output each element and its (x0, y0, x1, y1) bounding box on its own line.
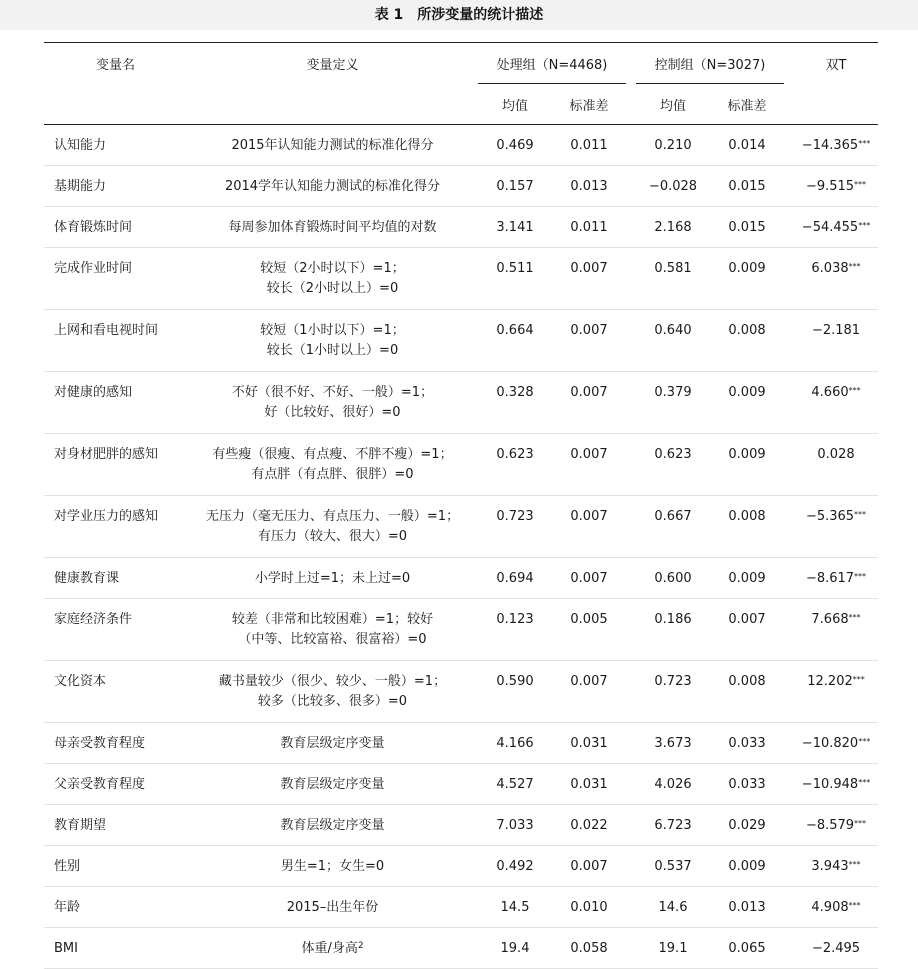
var-def-line2: 好（比较好、很好）=0 (264, 405, 401, 420)
var-name-cell: 年龄 (44, 887, 187, 928)
control-mean-cell: 0.581 (636, 248, 710, 310)
treat-sd-cell: 0.007 (552, 372, 626, 434)
var-name-cell: 家庭经济条件 (44, 599, 187, 661)
var-def-line1: 藏书量较少（很少、较少、一般）=1； (218, 674, 447, 689)
control-mean-cell: 0.723 (636, 661, 710, 723)
treat-mean-cell: 14.5 (478, 887, 552, 928)
treat-sd-cell: 0.022 (552, 805, 626, 846)
treat-sd-cell: 0.007 (552, 434, 626, 496)
significance-stars: *** (848, 262, 861, 271)
control-sd-cell: 0.008 (710, 661, 784, 723)
treat-mean-cell: 19.4 (478, 928, 552, 969)
t-value-cell (794, 434, 878, 496)
significance-stars: *** (858, 221, 871, 230)
var-name-cell: 认知能力 (44, 125, 187, 166)
control-sd-cell: 0.009 (710, 248, 784, 310)
col-header-treat-sd: 标准差 (552, 84, 626, 125)
var-name-cell: 母亲受教育程度 (44, 723, 187, 764)
control-mean-cell: −0.028 (636, 166, 710, 207)
var-def-line1: 教育层级定序变量 (280, 777, 385, 792)
significance-stars: *** (854, 572, 867, 581)
table-row (44, 599, 878, 661)
significance-stars: *** (852, 675, 865, 684)
t-value: −54.455 (801, 220, 859, 235)
treat-mean-cell: 0.664 (478, 310, 552, 372)
t-value: 4.660 (811, 385, 849, 400)
var-name-cell: 上网和看电视时间 (44, 310, 187, 372)
table-row (44, 496, 878, 558)
significance-stars: *** (848, 613, 861, 622)
var-def-line2: 较长（1小时以上）=0 (266, 343, 399, 358)
control-mean-cell: 19.1 (636, 928, 710, 969)
control-sd-cell: 0.013 (710, 887, 784, 928)
control-mean-cell: 4.026 (636, 764, 710, 805)
var-name-cell: 对身材肥胖的感知 (44, 434, 187, 496)
t-value-cell (794, 599, 878, 661)
var-def-cell (187, 764, 478, 805)
treat-sd-cell: 0.007 (552, 248, 626, 310)
table-row (44, 928, 878, 969)
col-header-treat-mean: 均值 (478, 84, 552, 125)
control-sd-cell: 0.015 (710, 166, 784, 207)
col-header-var-name: 变量名 (44, 43, 187, 84)
control-sd-cell: 0.009 (710, 372, 784, 434)
t-value-cell (794, 496, 878, 558)
treat-sd-cell: 0.011 (552, 125, 626, 166)
var-def-line1: 有些瘦（很瘦、有点瘦、不胖不瘦）=1； (212, 447, 453, 462)
control-sd-cell: 0.065 (710, 928, 784, 969)
t-value: −10.820 (801, 736, 859, 751)
t-value-cell (794, 846, 878, 887)
treat-sd-cell: 0.013 (552, 166, 626, 207)
control-mean-cell: 0.600 (636, 558, 710, 599)
treat-sd-cell: 0.007 (552, 846, 626, 887)
control-sd-cell: 0.008 (710, 496, 784, 558)
var-def-cell (187, 928, 478, 969)
treat-mean-cell: 0.694 (478, 558, 552, 599)
var-def-line2: 较多（比较多、很多）=0 (257, 694, 408, 709)
control-sd-cell: 0.029 (710, 805, 784, 846)
treat-sd-cell: 0.007 (552, 310, 626, 372)
control-mean-cell: 0.379 (636, 372, 710, 434)
t-value: 7.668 (811, 612, 849, 627)
var-def-line1: 不好（很不好、不好、一般）=1； (231, 385, 434, 400)
var-def-line1: 教育层级定序变量 (280, 818, 385, 833)
treat-mean-cell: 0.590 (478, 661, 552, 723)
var-def-line1: 无压力（毫无压力、有点压力、一般）=1； (205, 509, 460, 524)
col-header-control-group: 控制组（N=3027) (636, 43, 784, 84)
control-mean-cell: 0.537 (636, 846, 710, 887)
t-value: −8.579 (805, 818, 855, 833)
control-mean-cell: 14.6 (636, 887, 710, 928)
var-def-superscript: 2 (357, 941, 364, 951)
control-sd-cell: 0.033 (710, 764, 784, 805)
var-name-cell: 体育锻炼时间 (44, 207, 187, 248)
control-sd-cell: 0.033 (710, 723, 784, 764)
t-value-cell (794, 248, 878, 310)
col-header-control-sd: 标准差 (710, 84, 784, 125)
col-header-var-def: 变量定义 (187, 43, 478, 84)
treat-mean-cell: 0.511 (478, 248, 552, 310)
significance-stars: *** (858, 139, 871, 148)
significance-stars: *** (854, 510, 867, 519)
var-def-line1: 2014学年认知能力测试的标准化得分 (224, 179, 441, 194)
table-row (44, 248, 878, 310)
var-def-cell (187, 558, 478, 599)
significance-stars: *** (854, 180, 867, 189)
table-row (44, 764, 878, 805)
treat-sd-cell: 0.031 (552, 723, 626, 764)
control-mean-cell: 0.667 (636, 496, 710, 558)
var-def-line1: 2015年认知能力测试的标准化得分 (231, 138, 434, 153)
t-value-cell (794, 166, 878, 207)
control-mean-cell: 3.673 (636, 723, 710, 764)
control-mean-cell: 0.640 (636, 310, 710, 372)
t-value-cell (794, 723, 878, 764)
t-value: −8.617 (805, 571, 855, 586)
control-sd-cell: 0.014 (710, 125, 784, 166)
significance-stars: *** (848, 860, 861, 869)
control-mean-cell: 0.210 (636, 125, 710, 166)
var-name-cell: 文化资本 (44, 661, 187, 723)
treat-mean-cell: 4.166 (478, 723, 552, 764)
t-value: −2.181 (811, 323, 861, 338)
var-def-line1: 较短（2小时以下）=1； (260, 261, 405, 276)
treat-sd-cell: 0.007 (552, 496, 626, 558)
var-def-cell (187, 846, 478, 887)
significance-stars: *** (848, 901, 861, 910)
control-mean-cell: 0.186 (636, 599, 710, 661)
control-sd-cell: 0.009 (710, 434, 784, 496)
var-def-line2: 较长（2小时以上）=0 (266, 281, 399, 296)
var-def-cell (187, 805, 478, 846)
t-value: 4.908 (811, 900, 849, 915)
var-def-line1: 教育层级定序变量 (280, 736, 385, 751)
var-name-cell: 对健康的感知 (44, 372, 187, 434)
var-def-cell (187, 434, 478, 496)
treat-mean-cell: 7.033 (478, 805, 552, 846)
var-def-line2: 有压力（较大、很大）=0 (257, 529, 408, 544)
table-row (44, 372, 878, 434)
table-row (44, 434, 878, 496)
table-row (44, 805, 878, 846)
control-sd-cell: 0.009 (710, 558, 784, 599)
treat-sd-cell: 0.031 (552, 764, 626, 805)
table-title: 表 1 所涉变量的统计描述 (0, 0, 918, 30)
significance-stars: *** (858, 778, 871, 787)
control-sd-cell: 0.008 (710, 310, 784, 372)
var-def-line1: 每周参加体育锻炼时间平均值的对数 (228, 220, 437, 235)
control-sd-cell: 0.009 (710, 846, 784, 887)
control-sd-cell: 0.015 (710, 207, 784, 248)
col-header-control-mean: 均值 (636, 84, 710, 125)
var-def-line1: 体重/身高 (301, 941, 358, 956)
treat-mean-cell: 0.123 (478, 599, 552, 661)
var-def-cell (187, 599, 478, 661)
t-value: −14.365 (801, 138, 859, 153)
t-value-cell (794, 805, 878, 846)
var-def-cell (187, 166, 478, 207)
t-value-cell (794, 928, 878, 969)
var-def-line1: 男生=1；女生=0 (280, 859, 385, 874)
var-def-cell (187, 372, 478, 434)
treat-mean-cell: 0.328 (478, 372, 552, 434)
var-def-cell (187, 887, 478, 928)
t-value-cell (794, 125, 878, 166)
statistics-table (44, 42, 878, 969)
t-value-cell (794, 207, 878, 248)
t-value-cell (794, 558, 878, 599)
treat-mean-cell: 0.157 (478, 166, 552, 207)
t-value-cell (794, 310, 878, 372)
treat-sd-cell: 0.005 (552, 599, 626, 661)
t-value-cell (794, 764, 878, 805)
t-value: 12.202 (807, 674, 853, 689)
t-value: 3.943 (811, 859, 849, 874)
table-row (44, 310, 878, 372)
t-value: −5.365 (805, 509, 855, 524)
col-header-t-test: 双T (794, 43, 878, 84)
t-value: −2.495 (811, 941, 861, 956)
var-name-cell: 对学业压力的感知 (44, 496, 187, 558)
col-header-treat-group: 处理组（N=4468) (478, 43, 626, 84)
var-def-line2: 有点胖（有点胖、很胖）=0 (251, 467, 414, 482)
treat-mean-cell: 0.469 (478, 125, 552, 166)
treat-mean-cell: 3.141 (478, 207, 552, 248)
control-mean-cell: 6.723 (636, 805, 710, 846)
var-def-line1: 2015–出生年份 (286, 900, 379, 915)
table-row (44, 207, 878, 248)
t-value-cell (794, 372, 878, 434)
var-name-cell: 完成作业时间 (44, 248, 187, 310)
var-def-line2: （中等、比较富裕、很富裕）=0 (238, 632, 427, 647)
t-value-cell (794, 661, 878, 723)
treat-sd-cell: 0.010 (552, 887, 626, 928)
var-name-cell: 健康教育课 (44, 558, 187, 599)
header-row (44, 43, 878, 84)
control-mean-cell: 2.168 (636, 207, 710, 248)
var-name-cell: 父亲受教育程度 (44, 764, 187, 805)
var-def-cell (187, 661, 478, 723)
var-name-cell: BMI (44, 928, 187, 969)
t-value: 0.028 (817, 447, 855, 462)
var-def-cell (187, 723, 478, 764)
var-def-line1: 较差（非常和比较困难）=1；较好 (231, 612, 434, 627)
var-name-cell: 基期能力 (44, 166, 187, 207)
table-row (44, 887, 878, 928)
significance-stars: *** (858, 737, 871, 746)
t-value-cell (794, 887, 878, 928)
table-row (44, 723, 878, 764)
significance-stars: *** (854, 819, 867, 828)
treat-sd-cell: 0.058 (552, 928, 626, 969)
table-row (44, 661, 878, 723)
table-row (44, 125, 878, 166)
table-row (44, 166, 878, 207)
var-name-cell: 性别 (44, 846, 187, 887)
table-row (44, 558, 878, 599)
treat-mean-cell: 0.723 (478, 496, 552, 558)
t-value: −9.515 (805, 179, 855, 194)
treat-mean-cell: 4.527 (478, 764, 552, 805)
var-def-cell (187, 248, 478, 310)
treat-sd-cell: 0.011 (552, 207, 626, 248)
control-sd-cell: 0.007 (710, 599, 784, 661)
t-value: 6.038 (811, 261, 849, 276)
var-def-cell (187, 125, 478, 166)
var-def-cell (187, 496, 478, 558)
t-value: −10.948 (801, 777, 859, 792)
treat-sd-cell: 0.007 (552, 558, 626, 599)
table-row (44, 846, 878, 887)
var-def-cell (187, 207, 478, 248)
var-def-line1: 较短（1小时以下）=1； (260, 323, 405, 338)
significance-stars: *** (848, 386, 861, 395)
var-def-cell (187, 310, 478, 372)
control-mean-cell: 0.623 (636, 434, 710, 496)
var-def-line1: 小学时上过=1；未上过=0 (254, 571, 411, 586)
treat-mean-cell: 0.492 (478, 846, 552, 887)
treat-sd-cell: 0.007 (552, 661, 626, 723)
treat-mean-cell: 0.623 (478, 434, 552, 496)
subheader-row (44, 84, 878, 125)
var-name-cell: 教育期望 (44, 805, 187, 846)
